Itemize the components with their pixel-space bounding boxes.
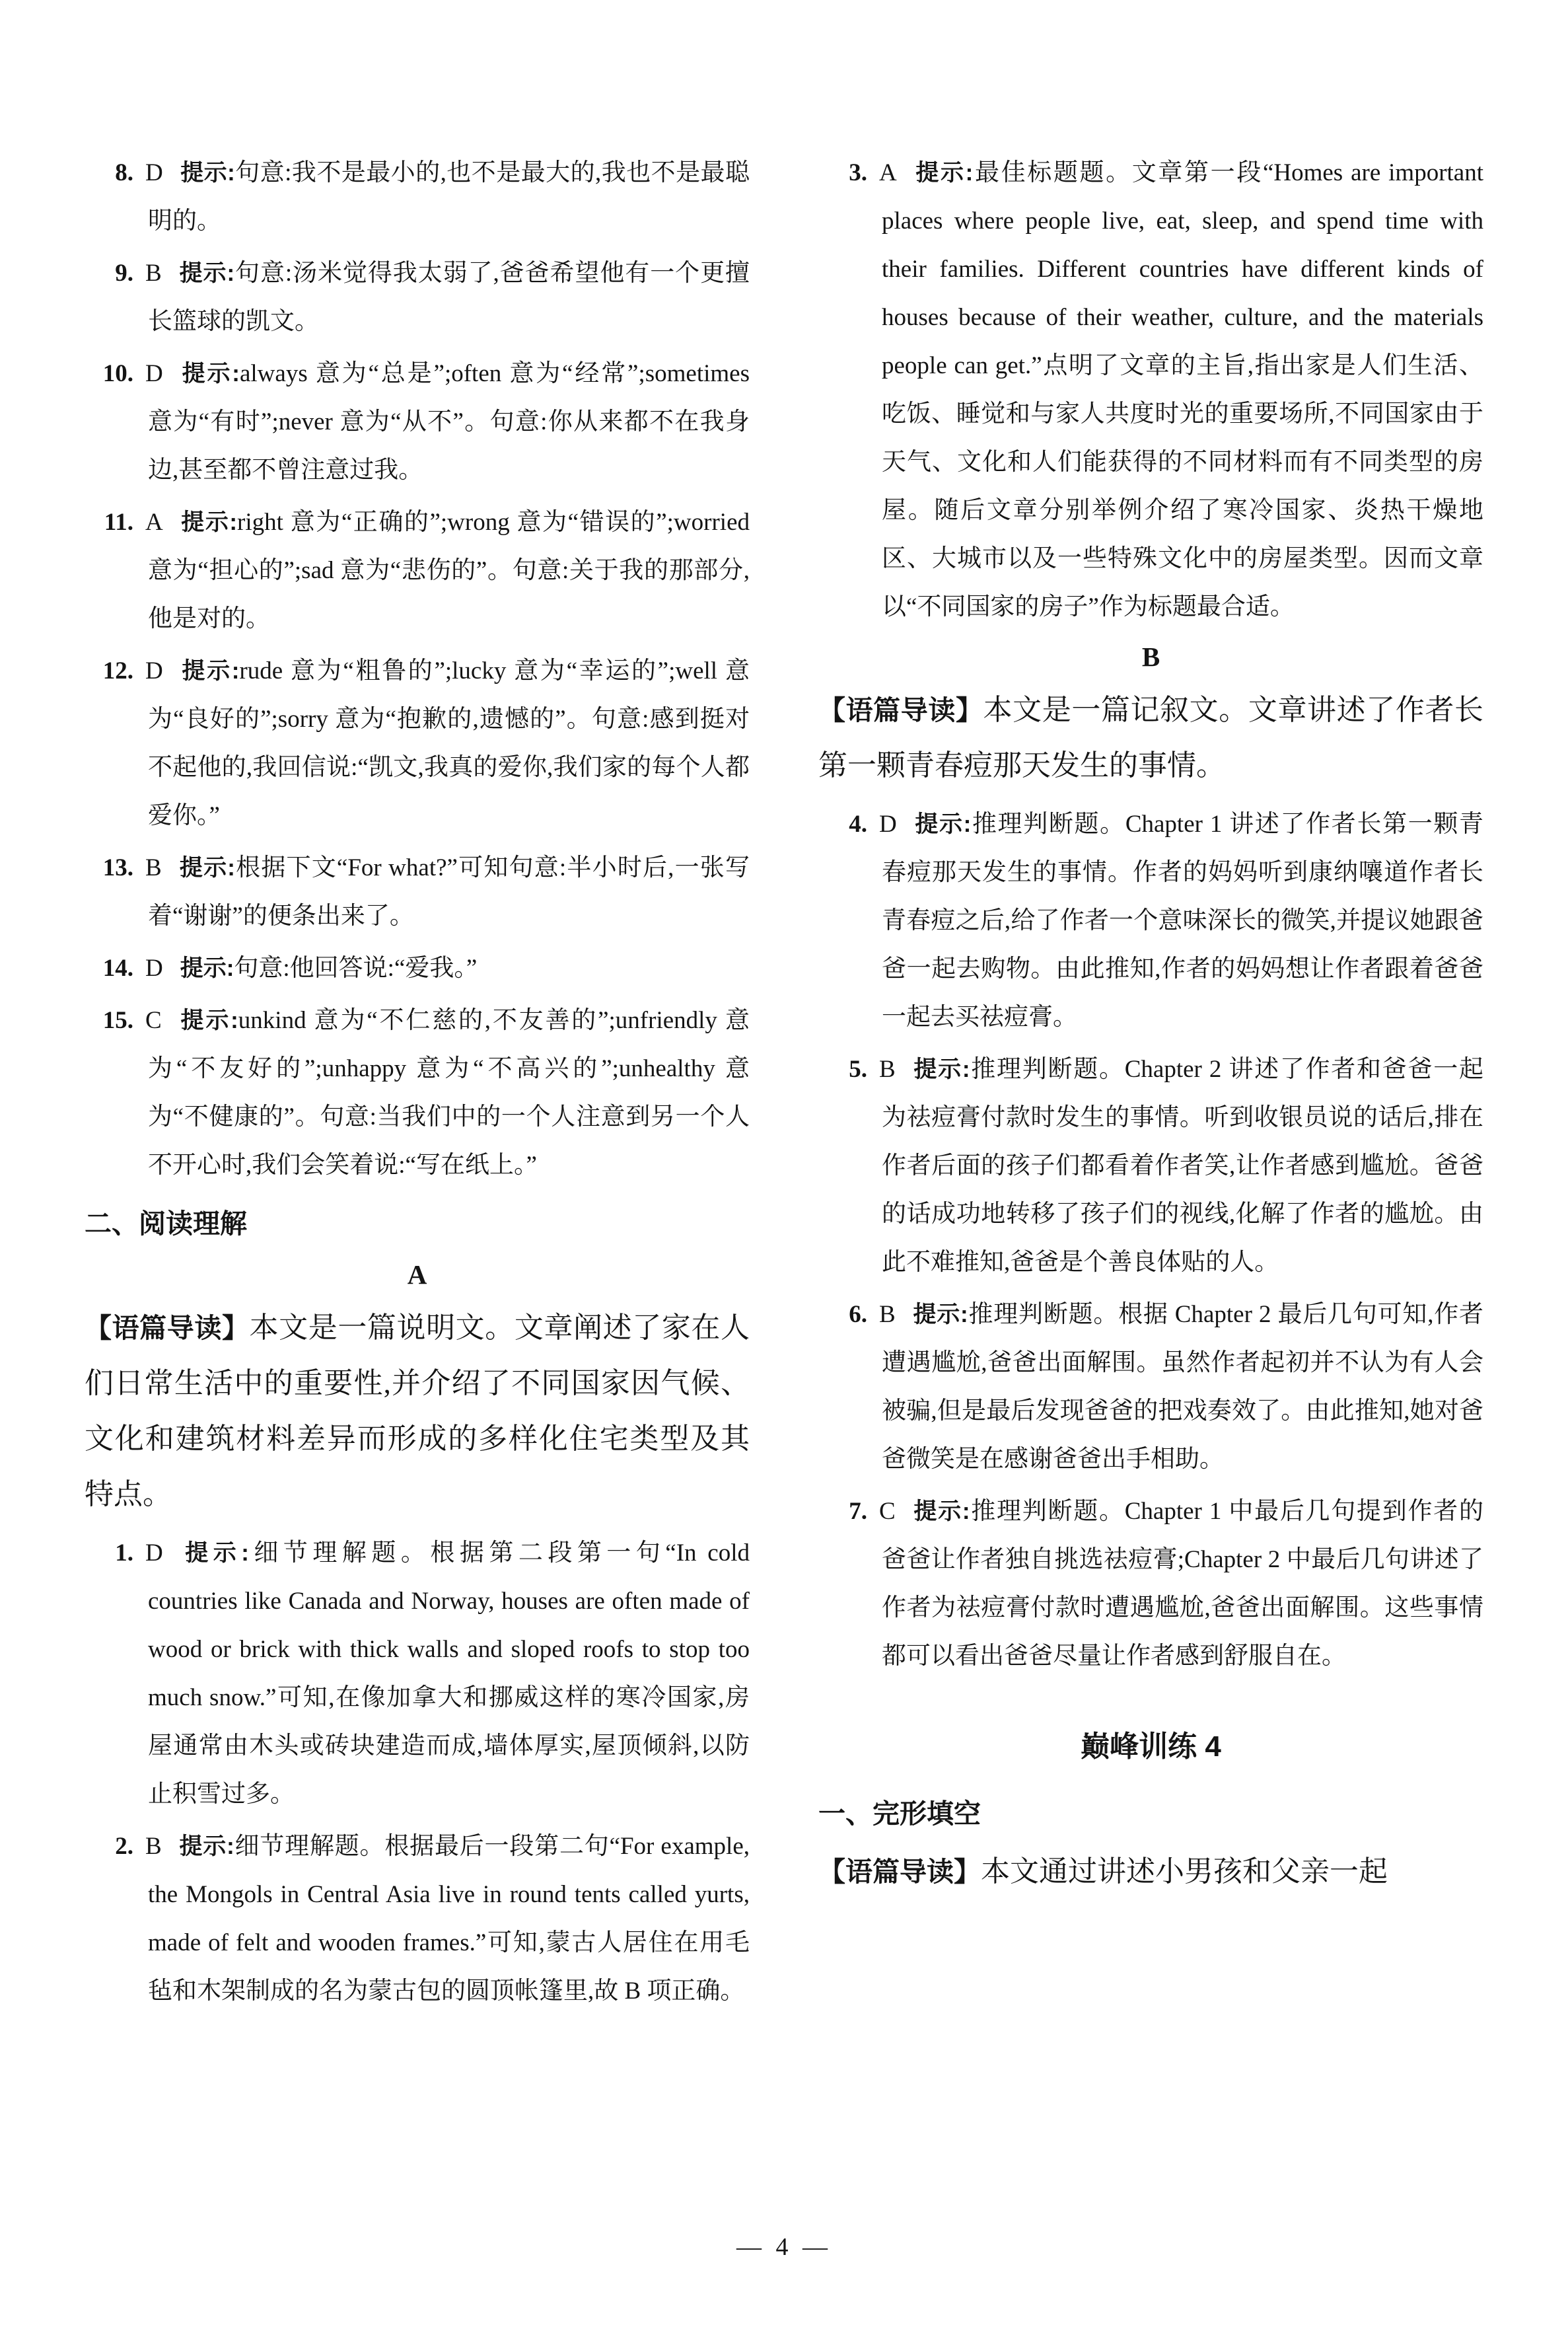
intro-text: 本文是一篇记叙文。文章讲述了作者长第一颗青春痘那天发生的事情。 [818,694,1483,782]
hint-text: 句意:我不是最小的,也不是最大的,我也不是最聪明的。 [148,159,750,235]
answer-letter: D [145,159,163,186]
hint-label: 提示: [912,1302,968,1327]
hint-text: 推理判断题。Chapter 2 讲述了作者和爸爸一起为祛痘膏付款时发生的事情。听到收银员说的话后,排在作者后面的孩子们都看着作者笑,让作者感到尴尬。爸爸的话成功地转移了孩子们的视线,化解了作者的尴尬。由此不难推知,爸爸是个善良体贴的人。 [882,1056,1483,1276]
answer-letter: B [879,1056,896,1083]
answer-number: 12. [102,657,133,684]
answer-item [85,149,750,245]
answer-letter: D [879,811,897,838]
hint-text: 句意:他回答说:“爱我。” [234,955,478,982]
intro-tag: 【语篇导读】 [818,1857,981,1887]
hint-label: 提示: [180,160,235,186]
answer-item [85,647,750,840]
answer-number: 6. [849,1301,867,1328]
hint-label: 提示: [913,160,974,186]
answer-number: 1. [115,1539,133,1567]
section-heading: 一、完形填空 [818,1798,981,1829]
hint-text: right 意为“正确的”;wrong 意为“错误的”;worried 意为“担心的”;sad 意为“悲伤的”。句意:关于我的那部分,他是对的。 [148,509,750,632]
answer-letter: C [145,1007,162,1034]
answer-item [818,1045,1483,1286]
answer-number: 13. [102,854,133,881]
answer-number: 11. [104,509,133,536]
answer-item [85,1822,750,2015]
passage-label: B [1141,642,1160,672]
answer-letter: B [145,854,162,881]
answer-number: 10. [102,360,133,387]
answer-number: 4. [849,811,867,838]
answer-item [85,844,750,940]
answer-letter: D [145,657,163,684]
answer-item [818,800,1483,1041]
answer-letter: B [145,260,162,287]
hint-label: 提示: [180,955,234,981]
intro-tag: 【语篇导读】 [85,1313,250,1343]
page-number: — 4 — [736,2233,832,2261]
answer-item [85,1529,750,1818]
answer-letter: D [145,1539,163,1567]
hint-text: 推理判断题。根据 Chapter 2 最后几句可知,作者遭遇尴尬,爸爸出面解围。虽然作者起初并不认为有人会被骗,但是最后发现爸爸的把戏奏效了。由此推知,她对爸爸微笑是在感谢爸爸出手相助。 [882,1301,1484,1473]
hint-label: 提示: [178,1833,234,1859]
hint-text: 最佳标题题。文章第一段“Homes are important places where people live, eat, sleep, and spend time with their families. Different countries have different kinds of houses because of their weather, culture, and the materials people can get.”点明了文章的主旨,指出家是人们生活、吃饭、睡觉和与家人共度时光的重要场所,不同国家由于天气、文化和人们能获得的不同材料而有不同类型的房屋。随后文章分别举例介绍了寒冷国家、炎热干燥地区、大城市以及一些特殊文化中的房屋类型。因而文章以“不同国家的房子”作为标题最合适。 [882,159,1484,620]
answer-letter: C [879,1498,896,1525]
hint-text: 推理判断题。Chapter 1 中最后几句提到作者的爸爸让作者独自挑选祛痘膏;Chapter 2 中最后几句讲述了作者为祛痘膏付款时遭遇尴尬,爸爸出面解围。这些事情都可以看出爸爸尽量让作者感到舒服自在。 [882,1498,1483,1670]
hint-label: 提示: [913,811,972,837]
intro-tag: 【语篇导读】 [818,695,983,725]
passage-intro [818,1844,1483,1900]
hint-text: unkind 意为“不仁慈的,不友善的”;unfriendly 意为“不友好的”;unhappy 意为“不高兴的”;unhealthy 意为“不健康的”。句意:当我们中的一个人注意到另一个人不开心时,我们会笑着说:“写在纸上。” [148,1007,750,1179]
left-column [85,149,750,2019]
hint-label: 提示: [178,260,235,286]
page-content [85,149,1483,2019]
hint-text: rude 意为“粗鲁的”;lucky 意为“幸运的”;well 意为“良好的”;sorry 意为“抱歉的,遗憾的”。句意:感到挺对不起他的,我回信说:“凯文,我真的爱你,我们家的每个人都爱你。” [148,657,750,829]
intro-text: 本文是一篇说明文。文章阐述了家在人们日常生活中的重要性,并介绍了不同国家因气候、文化和建筑材料差异而形成的多样化住宅类型及其特点。 [85,1311,750,1510]
answer-item [85,350,750,494]
answer-letter: B [879,1301,896,1328]
answer-item [85,944,750,992]
answer-letter: D [145,360,163,387]
answer-number: 9. [115,260,133,287]
section-heading: 二、阅读理解 [85,1208,247,1239]
answer-item [85,249,750,346]
right-column [818,149,1483,2019]
passage-intro [85,1300,750,1522]
answer-letter: B [145,1833,162,1860]
passage-label: A [407,1259,427,1290]
hint-text: 推理判断题。Chapter 1 讲述了作者长第一颗青春痘那天发生的事情。作者的妈妈听到康纳嚷道作者长青春痘之后,给了作者一个意味深长的微笑,并提议她跟爸爸一起去购物。由此推知,作者的妈妈想让作者跟着爸爸一起去买祛痘膏。 [882,811,1484,1031]
answer-number: 15. [102,1007,133,1034]
answer-item [85,996,750,1189]
passage-intro [818,683,1483,793]
hint-text: 细节理解题。根据最后一段第二句“For example, the Mongols in Central Asia live in round tents called yurts, made of felt and wooden frames.”可知,蒙古人居住在用毛毡和木架制成的名为蒙古包的圆顶帐篷里,故 B 项正确。 [148,1833,750,2005]
answer-number: 14. [102,955,133,982]
hint-label: 提示: [912,1498,970,1524]
hint-label: 提示: [912,1056,970,1082]
intro-text: 本文通过讲述小男孩和父亲一起 [981,1855,1388,1888]
training-heading: 巅峰训练 4 [1081,1730,1221,1763]
hint-label: 提示: [180,1540,249,1566]
answer-letter: A [879,159,897,186]
hint-text: 句意:汤米觉得我太弱了,爸爸希望他有一个更擅长篮球的凯文。 [148,260,750,335]
answer-number: 3. [849,159,867,186]
hint-text: 细节理解题。根据第二段第一句“In cold countries like Canada and Norway, houses are often made of wood or brick with thick walls and sloped roofs to stop too much snow.”可知,在像加拿大和挪威这样的寒冷国家,房屋通常由木头或砖块建造而成,墙体厚实,屋顶倾斜,以防止积雪过多。 [148,1539,750,1808]
hint-label: 提示: [178,855,235,881]
answer-number: 7. [849,1498,867,1525]
answer-item [818,1290,1483,1483]
answer-number: 8. [115,159,133,186]
answer-item [85,498,750,643]
answer-item [818,1487,1483,1680]
hint-label: 提示: [180,658,240,684]
hint-text: always 意为“总是”;often 意为“经常”;sometimes 意为“有时”;never 意为“从不”。句意:你从来都不在我身边,甚至都不曾注意过我。 [148,360,750,484]
answer-letter: A [145,509,163,536]
answer-number: 2. [115,1833,133,1860]
answer-letter: D [145,955,163,982]
hint-label: 提示: [178,1008,238,1033]
hint-label: 提示: [180,509,238,535]
answer-item [818,149,1483,631]
hint-text: 根据下文“For what?”可知句意:半小时后,一张写着“谢谢”的便条出来了。 [148,854,750,930]
hint-label: 提示: [180,361,240,387]
answer-number: 5. [849,1056,867,1083]
